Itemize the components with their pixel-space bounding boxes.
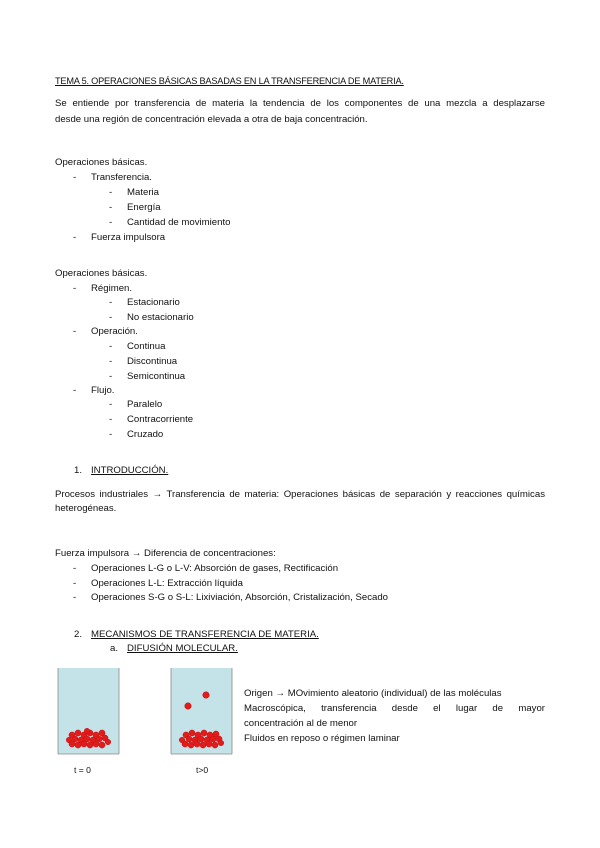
dash: - bbox=[109, 312, 113, 323]
list2-no-estacionario: No estacionario bbox=[127, 312, 194, 323]
dash: - bbox=[73, 592, 77, 603]
dash: - bbox=[73, 563, 77, 574]
liquid bbox=[58, 668, 119, 754]
list1-energia: Energía bbox=[127, 202, 161, 213]
dash: - bbox=[109, 429, 113, 440]
dash: - bbox=[109, 356, 113, 367]
dash: - bbox=[109, 297, 113, 308]
dash: - bbox=[109, 217, 113, 228]
section1-number: 1. bbox=[74, 465, 83, 476]
dash: - bbox=[109, 371, 113, 382]
dash: - bbox=[73, 172, 77, 183]
figure-label-t0: t = 0 bbox=[74, 765, 91, 775]
dash: - bbox=[73, 326, 77, 337]
particle-cluster bbox=[66, 728, 111, 748]
operation-lg-lv: Operaciones L-G o L-V: Absorción de gases, Rectificación bbox=[91, 563, 339, 574]
list2-estacionario: Estacionario bbox=[127, 297, 180, 308]
list2-contracorriente: Contracorriente bbox=[127, 414, 194, 425]
dash: - bbox=[73, 385, 77, 396]
figure-label-t-gt-0: t>0 bbox=[196, 765, 209, 775]
dash: - bbox=[109, 399, 113, 410]
fuerza-impulsora-line: Fuerza impulsora → Diferencia de concentraciones: bbox=[55, 548, 276, 559]
diffusion-macroscopic-line-2: concentración al de menor bbox=[244, 718, 358, 729]
diffusing-particle bbox=[185, 703, 192, 710]
section2-number: 2. bbox=[74, 629, 83, 640]
list2-continua: Continua bbox=[127, 341, 166, 352]
list2-paralelo: Paralelo bbox=[127, 399, 163, 410]
dash: - bbox=[73, 283, 77, 294]
particle-cluster bbox=[179, 730, 224, 748]
beaker-t0 bbox=[58, 668, 119, 754]
dash: - bbox=[73, 232, 77, 243]
list1-materia: Materia bbox=[127, 187, 159, 198]
list2-operacion: Operación. bbox=[91, 326, 138, 337]
intro-line-1: Se entiende por transferencia de materia la tendencia de los componentes de una mezcla a desplazarse bbox=[55, 98, 545, 109]
subsection-title: DIFUSIÓN MOLECULAR. bbox=[127, 643, 238, 654]
list2-regimen: Régimen. bbox=[91, 283, 133, 294]
dash: - bbox=[109, 341, 113, 352]
diffusion-origin: Origen → MOvimiento aleatorio (individual) de las moléculas bbox=[244, 688, 502, 699]
beaker-t-gt-0 bbox=[171, 668, 232, 754]
diffusion-macroscopic-line-1: Macroscópica, transferencia desde el lugar de mayor bbox=[244, 703, 545, 714]
dash: - bbox=[73, 578, 77, 589]
intro-line-2: desde una región de concentración elevada a otra de baja concentración. bbox=[55, 114, 368, 125]
list1-heading: Operaciones básicas. bbox=[55, 157, 148, 168]
list2-cruzado: Cruzado bbox=[127, 429, 164, 440]
list1-cantidad-movimiento: Cantidad de movimiento bbox=[127, 217, 231, 228]
section1-title: INTRODUCCIÓN. bbox=[91, 465, 169, 476]
dash: - bbox=[109, 202, 113, 213]
subsection-letter: a. bbox=[110, 643, 119, 654]
list2-discontinua: Discontinua bbox=[127, 356, 178, 367]
list1-fuerza-impulsora: Fuerza impulsora bbox=[91, 232, 166, 243]
list2-semicontinua: Semicontinua bbox=[127, 371, 186, 382]
diffusion-fluids: Fluidos en reposo o régimen laminar bbox=[244, 733, 400, 744]
section1-paragraph-line-1: Procesos industriales → Transferencia de materia: Operaciones básicas de separación y reacciones químicas bbox=[55, 489, 545, 500]
list2-flujo: Flujo. bbox=[91, 385, 115, 396]
diffusing-particle bbox=[203, 692, 210, 699]
page-title: TEMA 5. OPERACIONES BÁSICAS BASADAS EN LA TRANSFERENCIA DE MATERIA. bbox=[55, 76, 404, 86]
liquid bbox=[171, 668, 232, 754]
dash: - bbox=[109, 187, 113, 198]
section2-title: MECANISMOS DE TRANSFERENCIA DE MATERIA. bbox=[91, 629, 319, 640]
operation-sg-sl: Operaciones S-G o S-L: Lixiviación, Absorción, Cristalización, Secado bbox=[91, 592, 389, 603]
section1-paragraph-line-2: heterogéneas. bbox=[55, 503, 117, 514]
operation-ll: Operaciones L-L: Extracción líquida bbox=[91, 578, 243, 589]
list2-heading: Operaciones básicas. bbox=[55, 268, 148, 279]
dash: - bbox=[109, 414, 113, 425]
list1-transferencia: Transferencia. bbox=[91, 172, 152, 183]
